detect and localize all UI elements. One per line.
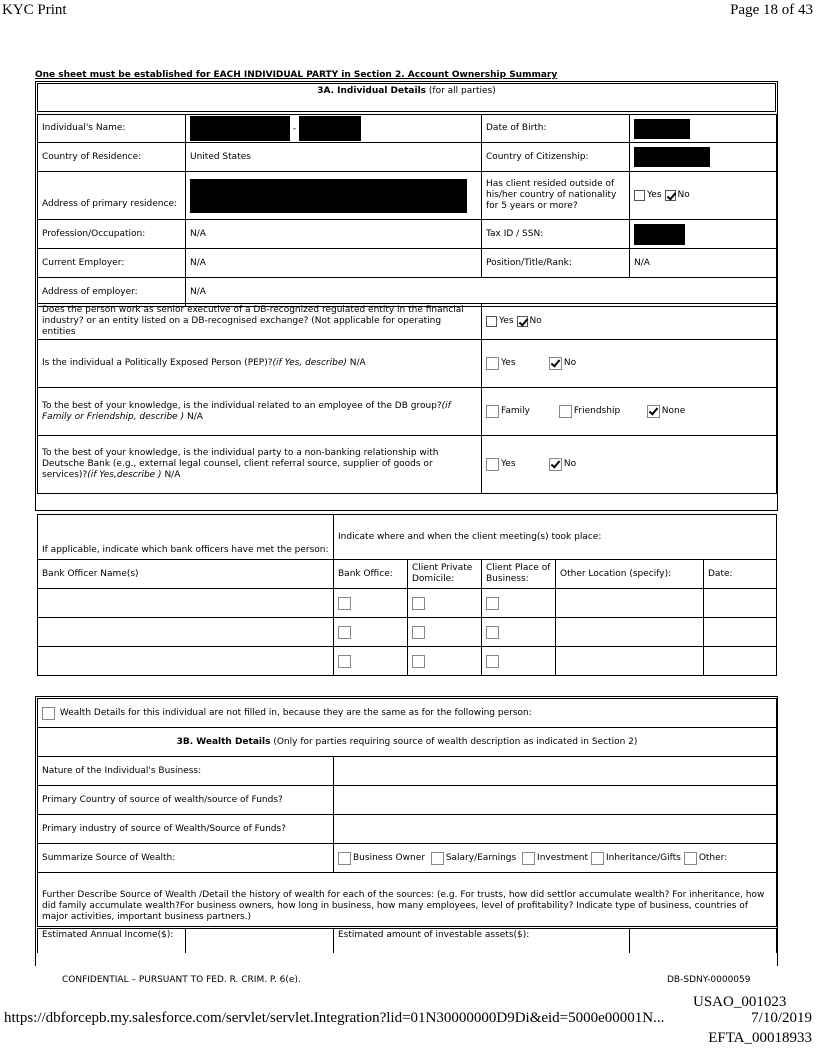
pep-question-hint: (if Yes, describe) bbox=[272, 358, 347, 368]
redaction bbox=[634, 224, 685, 245]
other-label: Other: bbox=[698, 852, 728, 863]
friendship-checkbox[interactable] bbox=[559, 405, 572, 418]
related-value: N/A bbox=[186, 411, 203, 422]
yes-label: Yes bbox=[499, 315, 514, 326]
primary-industry-input[interactable] bbox=[334, 815, 777, 844]
related-question bbox=[38, 388, 482, 436]
name-separator: - bbox=[292, 124, 297, 134]
family-label: Family bbox=[501, 406, 530, 416]
pep-options bbox=[482, 340, 777, 388]
print-date: 7/10/2019 bbox=[751, 1010, 812, 1026]
client-business-checkbox[interactable] bbox=[486, 597, 499, 610]
bank-office-cell bbox=[334, 647, 408, 676]
client-domicile-cell bbox=[408, 647, 482, 676]
row-name bbox=[38, 115, 777, 143]
employer-address-value: N/A bbox=[186, 278, 777, 307]
questions-table bbox=[37, 303, 777, 494]
row-further-describe bbox=[38, 873, 777, 927]
bank-office-checkbox[interactable] bbox=[338, 597, 351, 610]
senior-exec-question: Does the person work as senior executive of a DB-recognized regulated entity in the financial industry? or an entity listed on a DB-recognised exchange? (Not applicable for operating entities bbox=[38, 304, 482, 340]
row-senior-exec bbox=[38, 304, 777, 340]
bank-office-cell bbox=[334, 589, 408, 618]
meeting-table bbox=[37, 514, 777, 676]
dob-label: Date of Birth: bbox=[482, 115, 630, 143]
position-label: Position/Title/Rank: bbox=[482, 249, 630, 278]
client-business-cell bbox=[482, 647, 556, 676]
row-3b-title bbox=[38, 728, 777, 757]
client-domicile-cell bbox=[408, 589, 482, 618]
header-officer-names: Bank Officer Name(s) bbox=[38, 560, 334, 589]
no-label: No bbox=[677, 189, 690, 200]
income-table bbox=[37, 928, 777, 953]
where-question: Indicate where and when the client meeting(s) took place: bbox=[334, 515, 777, 560]
row-nature bbox=[38, 757, 777, 786]
profession-value: N/A bbox=[186, 220, 482, 249]
bank-office-checkbox[interactable] bbox=[338, 626, 351, 639]
name-label: Individual's Name: bbox=[38, 115, 186, 143]
client-business-checkbox[interactable] bbox=[486, 655, 499, 668]
profession-label: Profession/Occupation: bbox=[38, 220, 186, 249]
redaction bbox=[634, 147, 710, 167]
date-input[interactable] bbox=[704, 589, 777, 618]
section-3b-title-rest: (Only for parties requiring source of wealth description as indicated in Section 2) bbox=[273, 736, 638, 747]
resided-yes-checkbox[interactable] bbox=[634, 190, 645, 201]
summarize-label: Summarize Source of Wealth: bbox=[38, 844, 334, 873]
other-location-input[interactable] bbox=[556, 618, 704, 647]
pep-question bbox=[38, 340, 482, 388]
family-checkbox[interactable] bbox=[486, 405, 499, 418]
section-3b-title bbox=[38, 728, 777, 757]
resided-no-checkbox[interactable] bbox=[665, 190, 676, 201]
meeting-header-row bbox=[38, 560, 777, 589]
section-3a-title-bold: 3A. Individual Details bbox=[317, 86, 427, 96]
section-3b-title-bold: 3B. Wealth Details bbox=[176, 736, 271, 747]
nature-input[interactable] bbox=[334, 757, 777, 786]
date-input[interactable] bbox=[704, 647, 777, 676]
nonbank-no-checkbox[interactable] bbox=[549, 458, 562, 471]
further-describe-text: Further Describe Source of Wealth /Detail the history of wealth for each of the sources: (e.g. For trusts, how did settlor accumulate wealth? For inheritance, how did family accumulate wealth?For business owners, how long in business, how many employees, level of profitability? Indicate type of business, countries of major activities, important business partners.) bbox=[38, 873, 777, 927]
nonbank-yes-checkbox[interactable] bbox=[486, 458, 499, 471]
row-nonbank bbox=[38, 436, 777, 494]
usao-number: USAO_001023 bbox=[693, 994, 787, 1010]
senior-exec-yes-checkbox[interactable] bbox=[486, 316, 497, 327]
header-date: Date: bbox=[704, 560, 777, 589]
no-label: No bbox=[529, 315, 542, 326]
name-value bbox=[186, 115, 482, 143]
client-domicile-checkbox[interactable] bbox=[412, 655, 425, 668]
business-owner-checkbox[interactable] bbox=[338, 852, 351, 865]
row-summarize bbox=[38, 844, 777, 873]
bates-sdny: DB-SDNY-0000059 bbox=[667, 975, 751, 985]
senior-exec-no-checkbox[interactable] bbox=[517, 316, 528, 327]
yes-label: Yes bbox=[501, 459, 516, 469]
same-as-label: Wealth Details for this individual are not filled in, because they are the same as for the following person: bbox=[59, 707, 532, 718]
wealth-table bbox=[37, 698, 777, 927]
resided-outside-options bbox=[630, 172, 777, 220]
investment-label: Investment bbox=[537, 852, 589, 863]
inheritance-label: Inheritance/Gifts bbox=[606, 852, 681, 863]
investment-checkbox[interactable] bbox=[522, 852, 535, 865]
header-other-location: Other Location (specify): bbox=[556, 560, 704, 589]
instruction-text: One sheet must be established for EACH INDIVIDUAL PARTY in Section 2. Account Ownership Summary bbox=[35, 70, 558, 80]
none-label: None bbox=[661, 406, 686, 416]
same-as-checkbox[interactable] bbox=[42, 707, 55, 720]
yes-label: Yes bbox=[501, 358, 516, 368]
row-pep bbox=[38, 340, 777, 388]
related-question-text: To the best of your knowledge, is the individual related to an employee of the DB group? bbox=[42, 400, 442, 411]
annual-income-input[interactable] bbox=[186, 929, 334, 953]
row-address bbox=[38, 172, 777, 220]
citizenship-value bbox=[630, 143, 777, 172]
salary-label: Salary/Earnings bbox=[445, 852, 517, 863]
pep-no-checkbox[interactable] bbox=[549, 357, 562, 370]
meeting-row bbox=[38, 589, 777, 618]
pep-yes-checkbox[interactable] bbox=[486, 357, 499, 370]
redaction bbox=[190, 179, 467, 213]
nonbank-question bbox=[38, 436, 482, 494]
sources-options bbox=[334, 844, 777, 873]
redaction bbox=[190, 116, 290, 141]
same-as-cell bbox=[38, 699, 777, 728]
officers-question: If applicable, indicate which bank officers have met the person: bbox=[38, 515, 334, 560]
friendship-label: Friendship bbox=[573, 406, 621, 416]
row-same-as bbox=[38, 699, 777, 728]
row-income bbox=[38, 929, 777, 953]
nonbank-options bbox=[482, 436, 777, 494]
meeting-row bbox=[38, 618, 777, 647]
meeting-question-row bbox=[38, 515, 777, 560]
related-question-hint: (if Family or Friendship, describe ) bbox=[42, 400, 451, 422]
header-bank-office: Bank Office: bbox=[334, 560, 408, 589]
header-client-domicile: Client Private Domicile: bbox=[408, 560, 482, 589]
section-3a-title bbox=[38, 84, 776, 112]
bank-office-checkbox[interactable] bbox=[338, 655, 351, 668]
source-url[interactable]: https://dbforcepb.my.salesforce.com/servlet/servlet.Integration?lid=01N30000000D9Di&eid=5000e00001N... bbox=[4, 1010, 665, 1026]
senior-exec-options bbox=[482, 304, 777, 340]
citizenship-label: Country of Citizenship: bbox=[482, 143, 630, 172]
row-primary-country bbox=[38, 786, 777, 815]
officer-name-input[interactable] bbox=[38, 589, 334, 618]
nonbank-value: N/A bbox=[164, 470, 181, 480]
row-primary-industry bbox=[38, 815, 777, 844]
row-employer bbox=[38, 249, 777, 278]
client-business-cell bbox=[482, 618, 556, 647]
row-profession bbox=[38, 220, 777, 249]
employer-address-label: Address of employer: bbox=[38, 278, 186, 307]
inheritance-checkbox[interactable] bbox=[591, 852, 604, 865]
taxid-value bbox=[630, 220, 777, 249]
row-related bbox=[38, 388, 777, 436]
meeting-row bbox=[38, 647, 777, 676]
primary-country-input[interactable] bbox=[334, 786, 777, 815]
nonbank-question-hint: (if Yes,describe ) bbox=[87, 470, 162, 480]
address-label: Address of primary residence: bbox=[38, 172, 186, 220]
no-label: No bbox=[563, 459, 577, 469]
resided-outside-label: Has client resided outside of his/her country of nationality for 5 years or more? bbox=[482, 172, 630, 220]
officer-name-input[interactable] bbox=[38, 647, 334, 676]
annual-income-label: Estimated Annual Income($): bbox=[38, 929, 186, 953]
date-input[interactable] bbox=[704, 618, 777, 647]
page-number: Page 18 of 43 bbox=[730, 2, 813, 18]
dob-value bbox=[630, 115, 777, 143]
other-checkbox[interactable] bbox=[684, 852, 697, 865]
position-value: N/A bbox=[630, 249, 777, 278]
residence-label: Country of Residence: bbox=[38, 143, 186, 172]
employer-value: N/A bbox=[186, 249, 482, 278]
client-domicile-cell bbox=[408, 618, 482, 647]
client-business-cell bbox=[482, 589, 556, 618]
address-value bbox=[186, 172, 482, 220]
no-label: No bbox=[563, 358, 577, 368]
taxid-label: Tax ID / SSN: bbox=[482, 220, 630, 249]
redaction bbox=[634, 119, 690, 139]
residence-value: United States bbox=[186, 143, 482, 172]
row-residence bbox=[38, 143, 777, 172]
individual-details-table bbox=[37, 114, 777, 307]
investable-label: Estimated amount of investable assets($): bbox=[334, 929, 630, 953]
nonbank-question-text: To the best of your knowledge, is the individual party to a non-banking relationship with Deutsche Bank (e.g., external legal counsel, client referral source, supplier of goods or services)? bbox=[42, 448, 439, 480]
yes-label: Yes bbox=[647, 189, 662, 200]
none-checkbox[interactable] bbox=[647, 405, 660, 418]
other-location-input[interactable] bbox=[556, 647, 704, 676]
section-3a-title-rest: (for all parties) bbox=[428, 86, 496, 96]
confidential-notice: CONFIDENTIAL – PURSUANT TO FED. R. CRIM. P. 6(e). bbox=[62, 975, 301, 985]
pep-value: N/A bbox=[349, 358, 366, 368]
salary-checkbox[interactable] bbox=[431, 852, 444, 865]
pep-question-text: Is the individual a Politically Exposed Person (PEP)? bbox=[42, 358, 273, 368]
employer-label: Current Employer: bbox=[38, 249, 186, 278]
print-header-title: KYC Print bbox=[2, 2, 67, 18]
efta-number: EFTA_00018933 bbox=[708, 1030, 812, 1046]
redaction bbox=[299, 116, 361, 141]
related-options bbox=[482, 388, 777, 436]
other-location-input[interactable] bbox=[556, 589, 704, 618]
bank-office-cell bbox=[334, 618, 408, 647]
nature-label: Nature of the Individual's Business: bbox=[38, 757, 334, 786]
primary-country-label: Primary Country of source of wealth/source of Funds? bbox=[38, 786, 334, 815]
client-domicile-checkbox[interactable] bbox=[412, 597, 425, 610]
business-owner-label: Business Owner bbox=[353, 852, 425, 863]
client-business-checkbox[interactable] bbox=[486, 626, 499, 639]
client-domicile-checkbox[interactable] bbox=[412, 626, 425, 639]
header-client-business: Client Place of Business: bbox=[482, 560, 556, 589]
investable-input[interactable] bbox=[630, 929, 777, 953]
primary-industry-label: Primary industry of source of Wealth/Source of Funds? bbox=[38, 815, 334, 844]
section-3a-title-table bbox=[37, 83, 776, 112]
officer-name-input[interactable] bbox=[38, 618, 334, 647]
